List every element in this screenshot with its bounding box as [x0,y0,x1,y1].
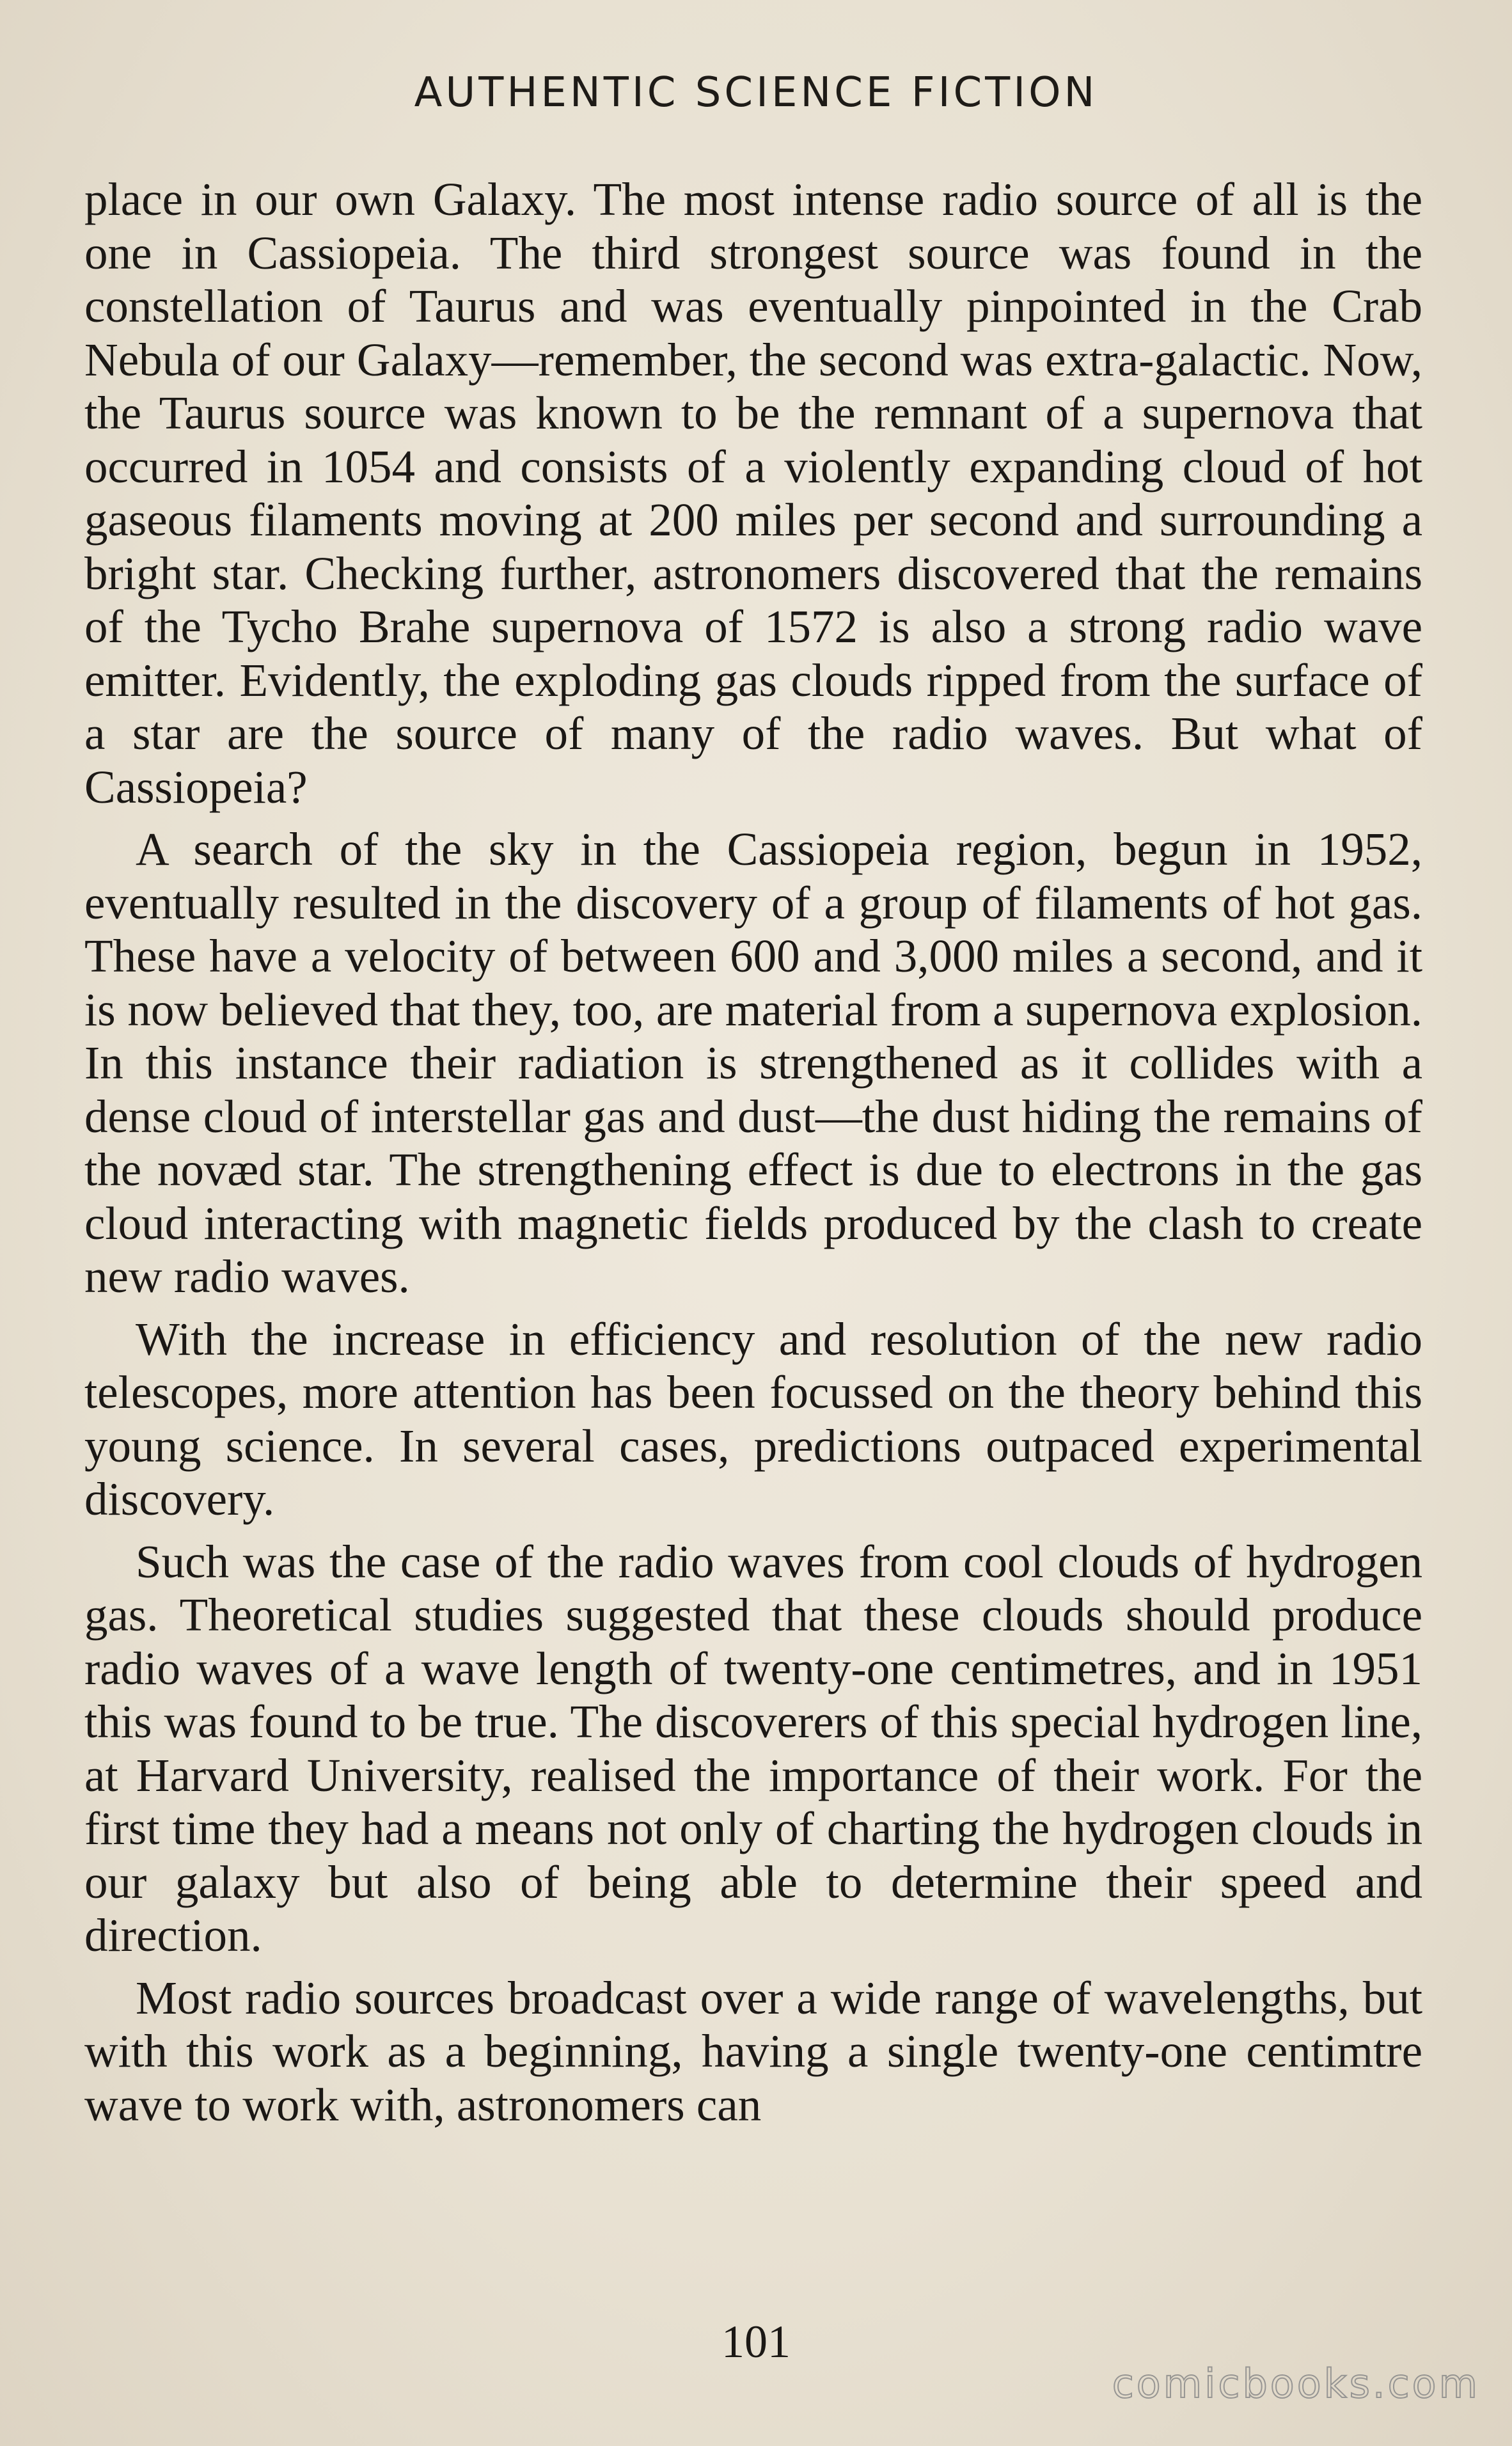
paragraph-3: With the increase in efficiency and resolution of the new radio telescopes, more attention has been focussed on the theory behind this young science. In several cases, predictions outpaced experimental discovery. [84,1313,1422,1525]
page-number: 101 [721,2316,791,2367]
paragraph-2: A search of the sky in the Cassiopeia region, begun in 1952, eventually resulted in the discovery of a group of filaments of hot gas. These have a velocity of between 600 and 3,000 miles a second, and it is now believed that they, too, are material from a supernova explosion. In this instance their radiation is strengthened as it collides with a dense cloud of interstellar gas and dust—the dust hiding the remains of the novæd star. The strengthening effect is due to electrons in the gas cloud interacting with magnetic fields produced by the clash to create new radio waves. [84,823,1422,1302]
body-text [84,173,1422,2140]
running-head: AUTHENTIC SCIENCE FICTION [414,69,1098,116]
paragraph-5: Most radio sources broadcast over a wide range of wavelengths, but with this work as a beginning, having a single twenty-one centimtre wave to work with, astronomers can [84,1971,1422,2131]
watermark: comicbooks.com [1112,2360,1480,2407]
paragraph-1: place in our own Galaxy. The most intense radio source of all is the one in Cassiopeia. The third strongest source was found in the constellation of Taurus and was eventually pinpointed in the Crab Nebula of our Galaxy—remember, the second was extra-galactic. Now, the Taurus source was known to be the remnant of a supernova that occurred in 1054 and consists of a violently expanding cloud of hot gaseous filaments moving at 200 miles per second and surrounding a bright star. Checking further, astronomers discovered that the remains of the Tycho Brahe supernova of 1572 is also a strong radio wave emitter. Evidently, the exploding gas clouds ripped from the surface of a star are the source of many of the radio waves. But what of Cassiopeia? [84,173,1422,813]
paragraph-4: Such was the case of the radio waves from cool clouds of hydrogen gas. Theoretical studies suggested that these clouds should produce radio waves of a wave length of twenty-one centimetres, and in 1951 this was found to be true. The discoverers of this special hydrogen line, at Harvard University, realised the importance of their work. For the first time they had a means not only of charting the hydrogen clouds in our galaxy but also of being able to determine their speed and direction. [84,1535,1422,1961]
